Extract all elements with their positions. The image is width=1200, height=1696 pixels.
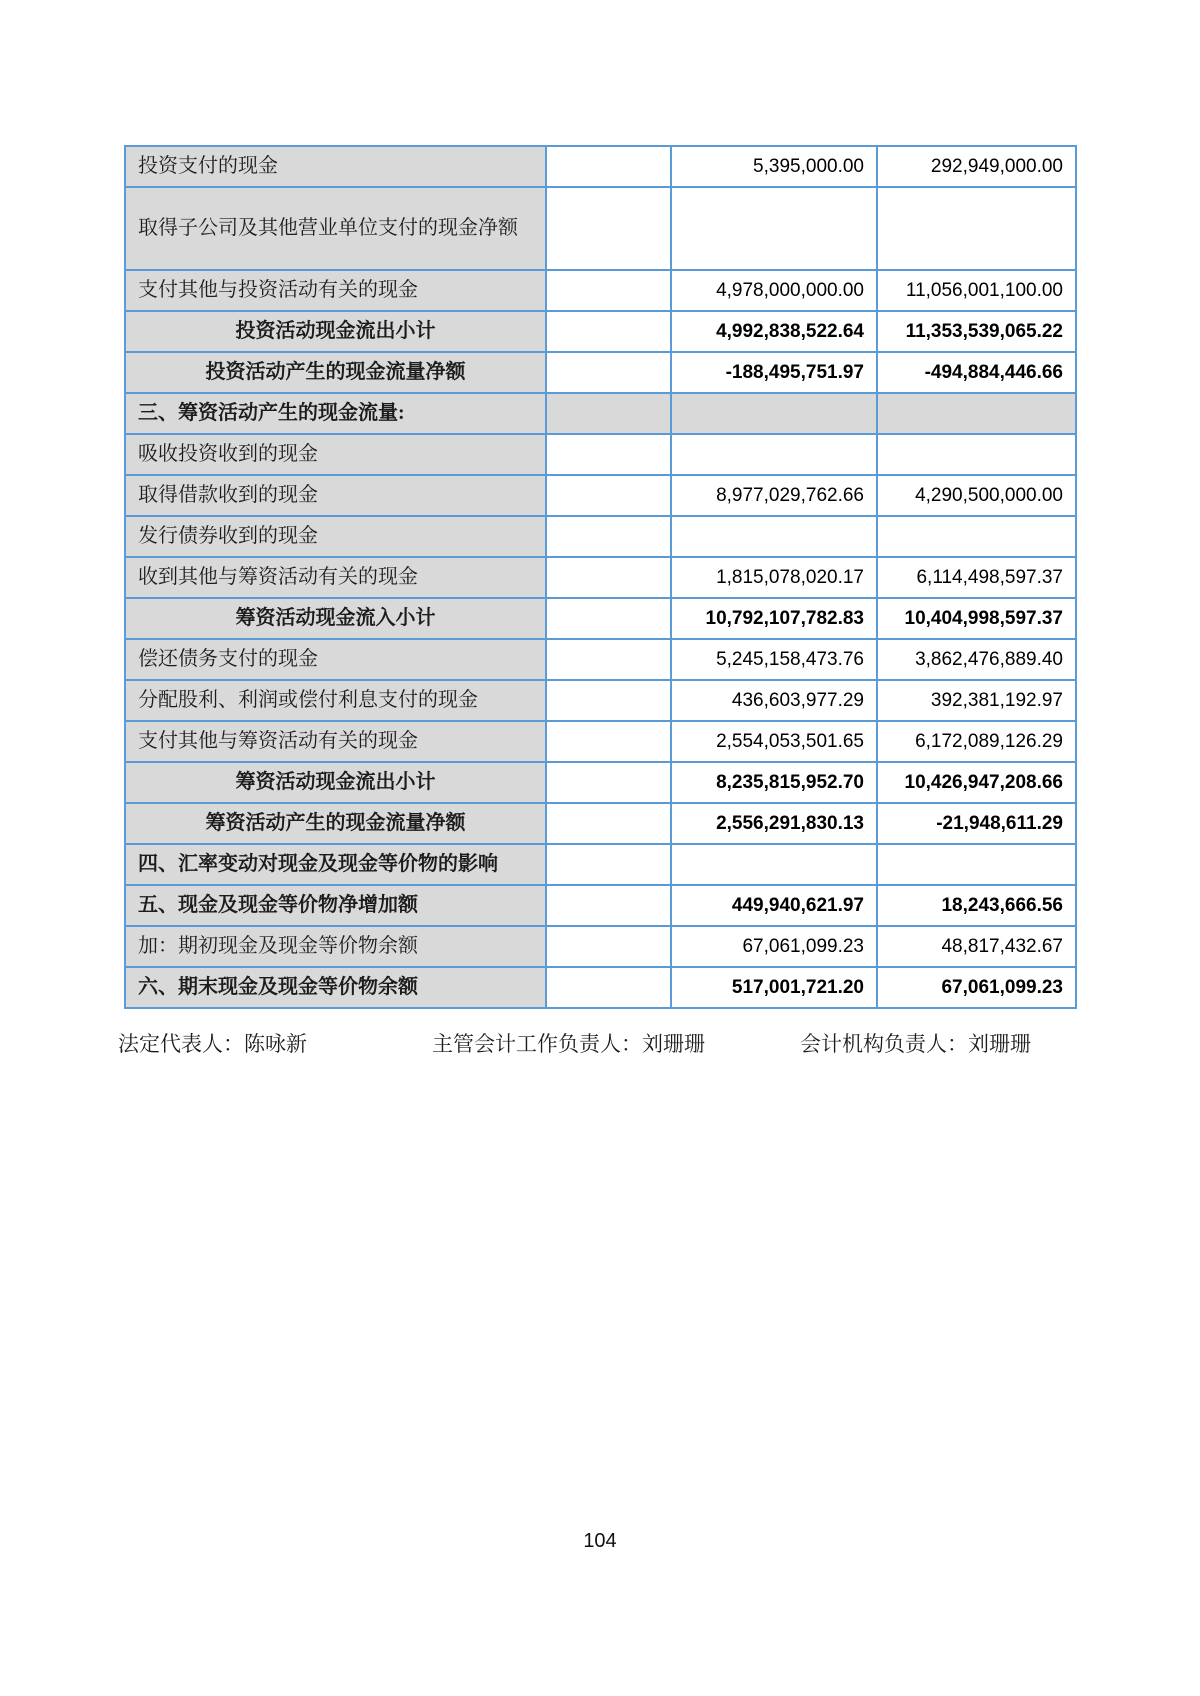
prior-period-value: 11,353,539,065.22 bbox=[878, 312, 1077, 353]
current-period-value: 8,235,815,952.70 bbox=[672, 763, 878, 804]
table-row bbox=[126, 681, 1077, 722]
row-label: 筹资活动现金流入小计 bbox=[126, 599, 547, 640]
table-row bbox=[126, 722, 1077, 763]
accounting-department-head: 会计机构负责人：刘珊珊 bbox=[800, 1032, 1031, 1056]
prior-period-value: 11,056,001,100.00 bbox=[878, 271, 1077, 312]
table-row bbox=[126, 599, 1077, 640]
table-row bbox=[126, 353, 1077, 394]
row-label: 偿还债务支付的现金 bbox=[126, 640, 547, 681]
row-label: 六、期末现金及现金等价物余额 bbox=[126, 968, 547, 1009]
current-period-value: 449,940,621.97 bbox=[672, 886, 878, 927]
table-row bbox=[126, 886, 1077, 927]
current-period-value: 2,554,053,501.65 bbox=[672, 722, 878, 763]
table-row bbox=[126, 476, 1077, 517]
current-period-value: 67,061,099.23 bbox=[672, 927, 878, 968]
table-row bbox=[126, 968, 1077, 1009]
table-row bbox=[126, 558, 1077, 599]
cash-flow-table bbox=[124, 145, 1077, 1009]
table-row bbox=[126, 188, 1077, 271]
table-row bbox=[126, 147, 1077, 188]
prior-period-value bbox=[878, 394, 1077, 435]
notes-cell bbox=[547, 147, 672, 188]
notes-cell bbox=[547, 188, 672, 271]
current-period-value: 2,556,291,830.13 bbox=[672, 804, 878, 845]
current-period-value: 517,001,721.20 bbox=[672, 968, 878, 1009]
notes-cell bbox=[547, 394, 672, 435]
current-period-value bbox=[672, 845, 878, 886]
notes-cell bbox=[547, 476, 672, 517]
legal-representative: 法定代表人：陈咏新 bbox=[118, 1032, 307, 1056]
prior-period-value bbox=[878, 435, 1077, 476]
notes-cell bbox=[547, 886, 672, 927]
row-label: 发行债券收到的现金 bbox=[126, 517, 547, 558]
current-period-value: 4,978,000,000.00 bbox=[672, 271, 878, 312]
row-label: 加：期初现金及现金等价物余额 bbox=[126, 927, 547, 968]
row-label: 筹资活动产生的现金流量净额 bbox=[126, 804, 547, 845]
prior-period-value: 4,290,500,000.00 bbox=[878, 476, 1077, 517]
notes-cell bbox=[547, 599, 672, 640]
notes-cell bbox=[547, 968, 672, 1009]
prior-period-value: 48,817,432.67 bbox=[878, 927, 1077, 968]
table-row bbox=[126, 517, 1077, 558]
prior-period-value: -494,884,446.66 bbox=[878, 353, 1077, 394]
prior-period-value bbox=[878, 517, 1077, 558]
current-period-value: 436,603,977.29 bbox=[672, 681, 878, 722]
table-row bbox=[126, 435, 1077, 476]
table-row bbox=[126, 312, 1077, 353]
prior-period-value: 3,862,476,889.40 bbox=[878, 640, 1077, 681]
prior-period-value: 6,172,089,126.29 bbox=[878, 722, 1077, 763]
prior-period-value: 67,061,099.23 bbox=[878, 968, 1077, 1009]
row-label: 筹资活动现金流出小计 bbox=[126, 763, 547, 804]
current-period-value bbox=[672, 188, 878, 271]
current-period-value: 5,395,000.00 bbox=[672, 147, 878, 188]
prior-period-value bbox=[878, 188, 1077, 271]
page-number: 104 bbox=[583, 1530, 617, 1552]
current-period-value: 4,992,838,522.64 bbox=[672, 312, 878, 353]
signature-line bbox=[0, 1024, 1200, 1064]
notes-cell bbox=[547, 353, 672, 394]
current-period-value bbox=[672, 517, 878, 558]
notes-cell bbox=[547, 804, 672, 845]
prior-period-value: 292,949,000.00 bbox=[878, 147, 1077, 188]
row-label: 三、筹资活动产生的现金流量: bbox=[126, 394, 547, 435]
prior-period-value: 18,243,666.56 bbox=[878, 886, 1077, 927]
table-row bbox=[126, 271, 1077, 312]
notes-cell bbox=[547, 640, 672, 681]
row-label: 取得子公司及其他营业单位支付的现金净额 bbox=[126, 188, 547, 271]
current-period-value bbox=[672, 435, 878, 476]
prior-period-value bbox=[878, 845, 1077, 886]
row-label: 支付其他与筹资活动有关的现金 bbox=[126, 722, 547, 763]
row-label: 投资活动现金流出小计 bbox=[126, 312, 547, 353]
current-period-value: 10,792,107,782.83 bbox=[672, 599, 878, 640]
notes-cell bbox=[547, 845, 672, 886]
row-label: 投资支付的现金 bbox=[126, 147, 547, 188]
table-row bbox=[126, 927, 1077, 968]
table-row bbox=[126, 763, 1077, 804]
notes-cell bbox=[547, 763, 672, 804]
prior-period-value: 10,426,947,208.66 bbox=[878, 763, 1077, 804]
row-label: 投资活动产生的现金流量净额 bbox=[126, 353, 547, 394]
prior-period-value: 392,381,192.97 bbox=[878, 681, 1077, 722]
row-label: 分配股利、利润或偿付利息支付的现金 bbox=[126, 681, 547, 722]
current-period-value: 5,245,158,473.76 bbox=[672, 640, 878, 681]
chief-accounting-officer: 主管会计工作负责人：刘珊珊 bbox=[432, 1032, 705, 1056]
notes-cell bbox=[547, 681, 672, 722]
current-period-value: 8,977,029,762.66 bbox=[672, 476, 878, 517]
row-label: 四、汇率变动对现金及现金等价物的影响 bbox=[126, 845, 547, 886]
notes-cell bbox=[547, 722, 672, 763]
notes-cell bbox=[547, 271, 672, 312]
table-row bbox=[126, 804, 1077, 845]
row-label: 取得借款收到的现金 bbox=[126, 476, 547, 517]
table-row bbox=[126, 640, 1077, 681]
current-period-value bbox=[672, 394, 878, 435]
notes-cell bbox=[547, 558, 672, 599]
prior-period-value: -21,948,611.29 bbox=[878, 804, 1077, 845]
notes-cell bbox=[547, 517, 672, 558]
row-label: 吸收投资收到的现金 bbox=[126, 435, 547, 476]
current-period-value: 1,815,078,020.17 bbox=[672, 558, 878, 599]
row-label: 五、现金及现金等价物净增加额 bbox=[126, 886, 547, 927]
notes-cell bbox=[547, 435, 672, 476]
current-period-value: -188,495,751.97 bbox=[672, 353, 878, 394]
row-label: 支付其他与投资活动有关的现金 bbox=[126, 271, 547, 312]
table-row bbox=[126, 845, 1077, 886]
row-label: 收到其他与筹资活动有关的现金 bbox=[126, 558, 547, 599]
prior-period-value: 6,114,498,597.37 bbox=[878, 558, 1077, 599]
notes-cell bbox=[547, 312, 672, 353]
notes-cell bbox=[547, 927, 672, 968]
prior-period-value: 10,404,998,597.37 bbox=[878, 599, 1077, 640]
table-row bbox=[126, 394, 1077, 435]
